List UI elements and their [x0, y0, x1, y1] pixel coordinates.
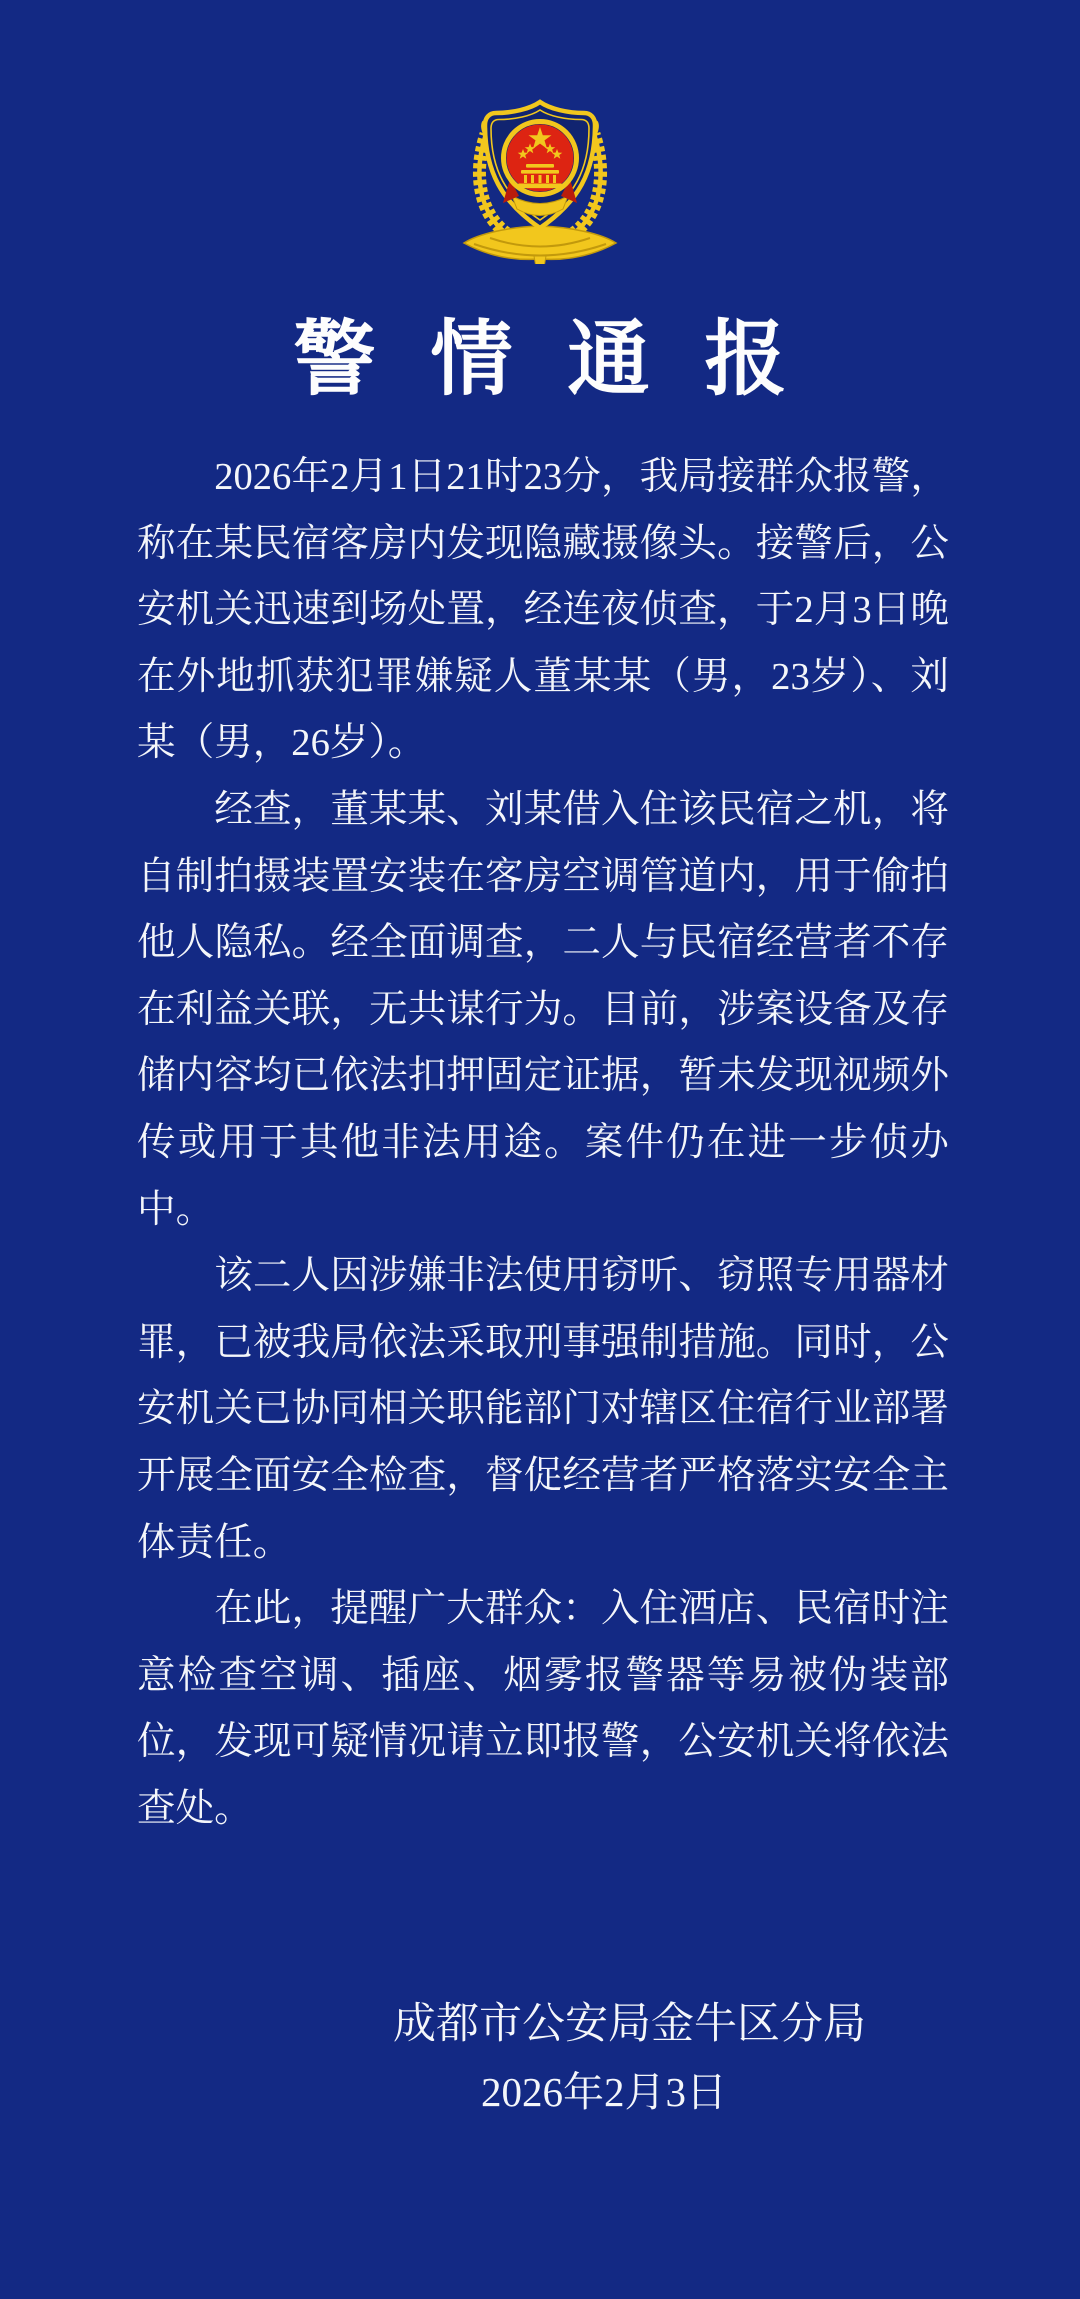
- notice-paragraph-1: 2026年2月1日21时23分，我局接群众报警，称在某民宿客房内发现隐藏摄像头。接警后，公安机关迅速到场处置，经连夜侦查，于2月3日晚在外地抓获犯罪嫌疑人董某某（男，23岁）、刘某（男，26岁）。: [137, 456, 949, 765]
- notice-paragraph-3: 该二人因涉嫌非法使用窃听、窃照专用器材罪，已被我局依法采取刑事强制措施。同时，公安机关已协同相关职能部门对辖区住宿行业部署开展全面安全检查，督促经营者严格落实安全主体责任。: [137, 1255, 949, 1564]
- notice-paragraph-4: 在此，提醒广大群众：入住酒店、民宿时注意检查空调、插座、烟雾报警器等易被伪装部位，发现可疑情况请立即报警，公安机关将依法查处。: [137, 1588, 949, 1830]
- wings-icon: [464, 226, 616, 264]
- issuer-name: 成都市公安局金牛区分局: [393, 2001, 866, 2048]
- issue-date: 2026年2月3日: [481, 2069, 727, 2115]
- notice-paragraph-2: 经查，董某某、刘某借入住该民宿之机，将自制拍摄装置安装在客房空调管道内，用于偷拍他人隐私。经全面调查，二人与民宿经营者不存在利益关联，无共谋行为。目前，涉案设备及存储内容均已依法扣押固定证据，暂未发现视频外传或用于其他非法用途。案件仍在进一步侦办中。: [137, 788, 949, 1231]
- notice-body: [137, 444, 949, 1842]
- police-badge-icon: [450, 80, 630, 264]
- notice-title: 警情通报: [293, 314, 842, 405]
- police-badge-svg: [450, 80, 630, 264]
- national-emblem-icon: [504, 122, 577, 195]
